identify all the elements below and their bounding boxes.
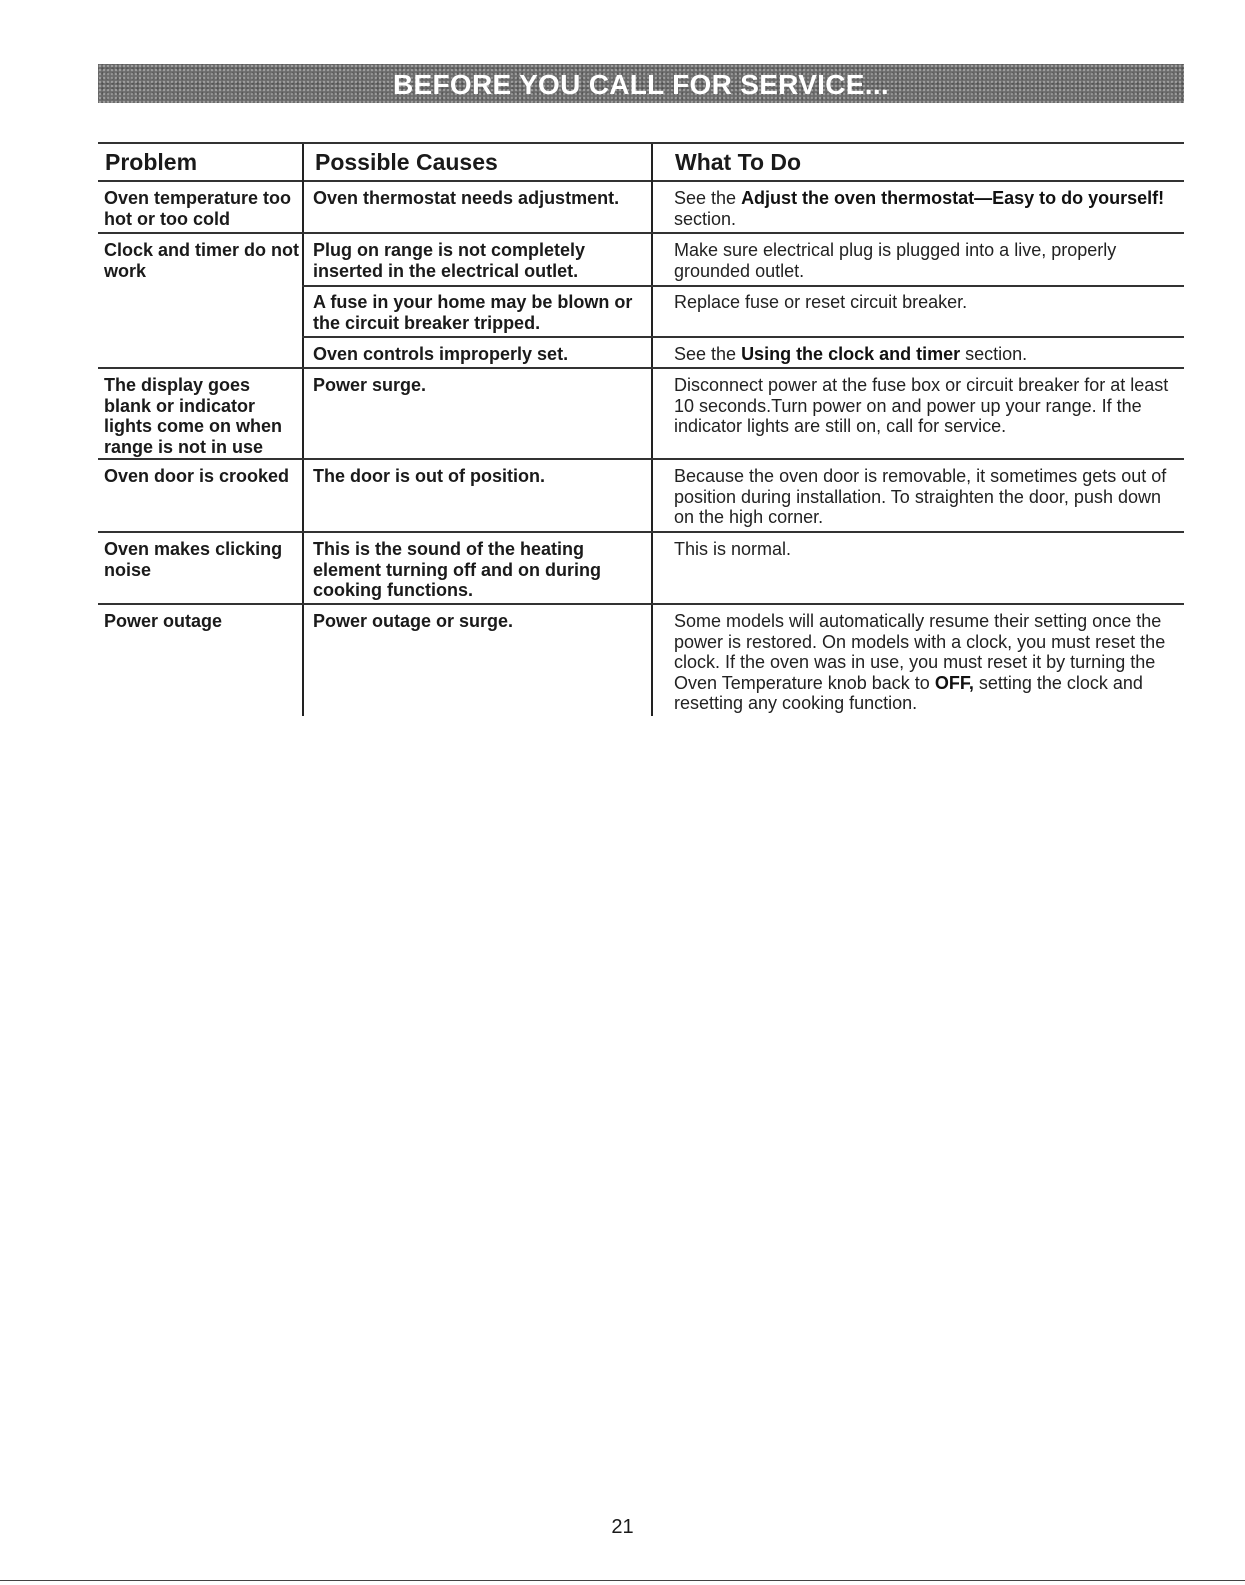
- problem-cell: Oven temperature too hot or too cold: [104, 188, 292, 229]
- row-divider: [302, 336, 1184, 338]
- section-title: BEFORE YOU CALL FOR SERVICE...: [393, 69, 889, 100]
- row-divider: [302, 285, 1184, 287]
- column-header-problem: Problem: [105, 149, 198, 175]
- emphasis-text: OFF,: [934, 672, 974, 693]
- cause-cell: The door is out of position.: [313, 466, 545, 486]
- body-text: setting the clock and resetting any cooking function.: [674, 672, 1143, 713]
- body-text: Disconnect power at the fuse box or circuit breaker for at least 10 seconds.Turn power on and power up your range. If the indicator lights are still on, call for service.: [674, 375, 1169, 436]
- what-to-do-cell: [674, 375, 1174, 437]
- what-to-do-cell: [674, 292, 1174, 313]
- row-divider: [98, 232, 1184, 234]
- what-to-do-cell: [674, 188, 1174, 229]
- cause-cell: A fuse in your home may be blown or the circuit breaker tripped.: [313, 292, 633, 333]
- cause-cell: Power surge.: [313, 375, 427, 395]
- body-text: Because the oven door is removable, it sometimes gets out of position during installation. To straighten the door, push down on the high corner.: [674, 466, 1167, 527]
- body-text: section.: [960, 344, 1028, 364]
- page-number: 21: [611, 1516, 634, 1538]
- body-text: Some models will automatically resume their setting once the power is restored. On models with a clock, you must reset the clock. If the oven was in use, you must reset it by turning the Oven Temperature knob back to: [674, 611, 1166, 693]
- column-header-possible-causes: Possible Causes: [315, 149, 498, 175]
- what-to-do-cell: [674, 611, 1174, 714]
- row-divider: [98, 458, 1184, 460]
- body-text: See the: [674, 344, 742, 364]
- row-divider: [98, 367, 1184, 369]
- problem-cell: The display goes blank or indicator lights come on when range is not in use: [104, 375, 283, 457]
- body-text: This is normal.: [674, 539, 792, 559]
- section-banner: [98, 64, 1184, 103]
- what-to-do-cell: [674, 240, 1174, 281]
- column-divider: [651, 144, 653, 716]
- row-divider: [98, 603, 1184, 605]
- header-bottom-rule: [98, 180, 1184, 182]
- body-text: See the: [674, 188, 742, 208]
- cause-cell: Oven thermostat needs adjustment.: [313, 188, 620, 208]
- column-header-what-to-do: What To Do: [675, 149, 802, 175]
- problem-cell: Power outage: [104, 611, 223, 631]
- problem-cell: Clock and timer do not work: [104, 240, 300, 281]
- body-text: section.: [674, 208, 737, 229]
- problem-cell: Oven door is crooked: [104, 466, 290, 486]
- body-text: Make sure electrical plug is plugged into a live, properly grounded outlet.: [674, 240, 1117, 281]
- cause-cell: This is the sound of the heating element turning off and on during cooking functions.: [313, 539, 601, 600]
- cause-cell: Oven controls improperly set.: [313, 344, 569, 364]
- cause-cell: Plug on range is not completely inserted in the electrical outlet.: [313, 240, 586, 281]
- what-to-do-cell: [674, 539, 1174, 560]
- emphasis-text: Using the clock and timer: [741, 344, 961, 364]
- problem-cell: Oven makes clicking noise: [104, 539, 283, 580]
- body-text: Replace fuse or reset circuit breaker.: [674, 292, 968, 312]
- column-divider: [302, 144, 304, 716]
- cause-cell: Power outage or surge.: [313, 611, 514, 631]
- what-to-do-cell: [674, 466, 1174, 528]
- emphasis-text: Adjust the oven thermostat—Easy to do yourself!: [741, 188, 1165, 208]
- what-to-do-cell: [674, 344, 1174, 365]
- row-divider: [98, 531, 1184, 533]
- page-bottom-rule: [0, 1580, 1245, 1581]
- header-top-rule: [98, 142, 1184, 144]
